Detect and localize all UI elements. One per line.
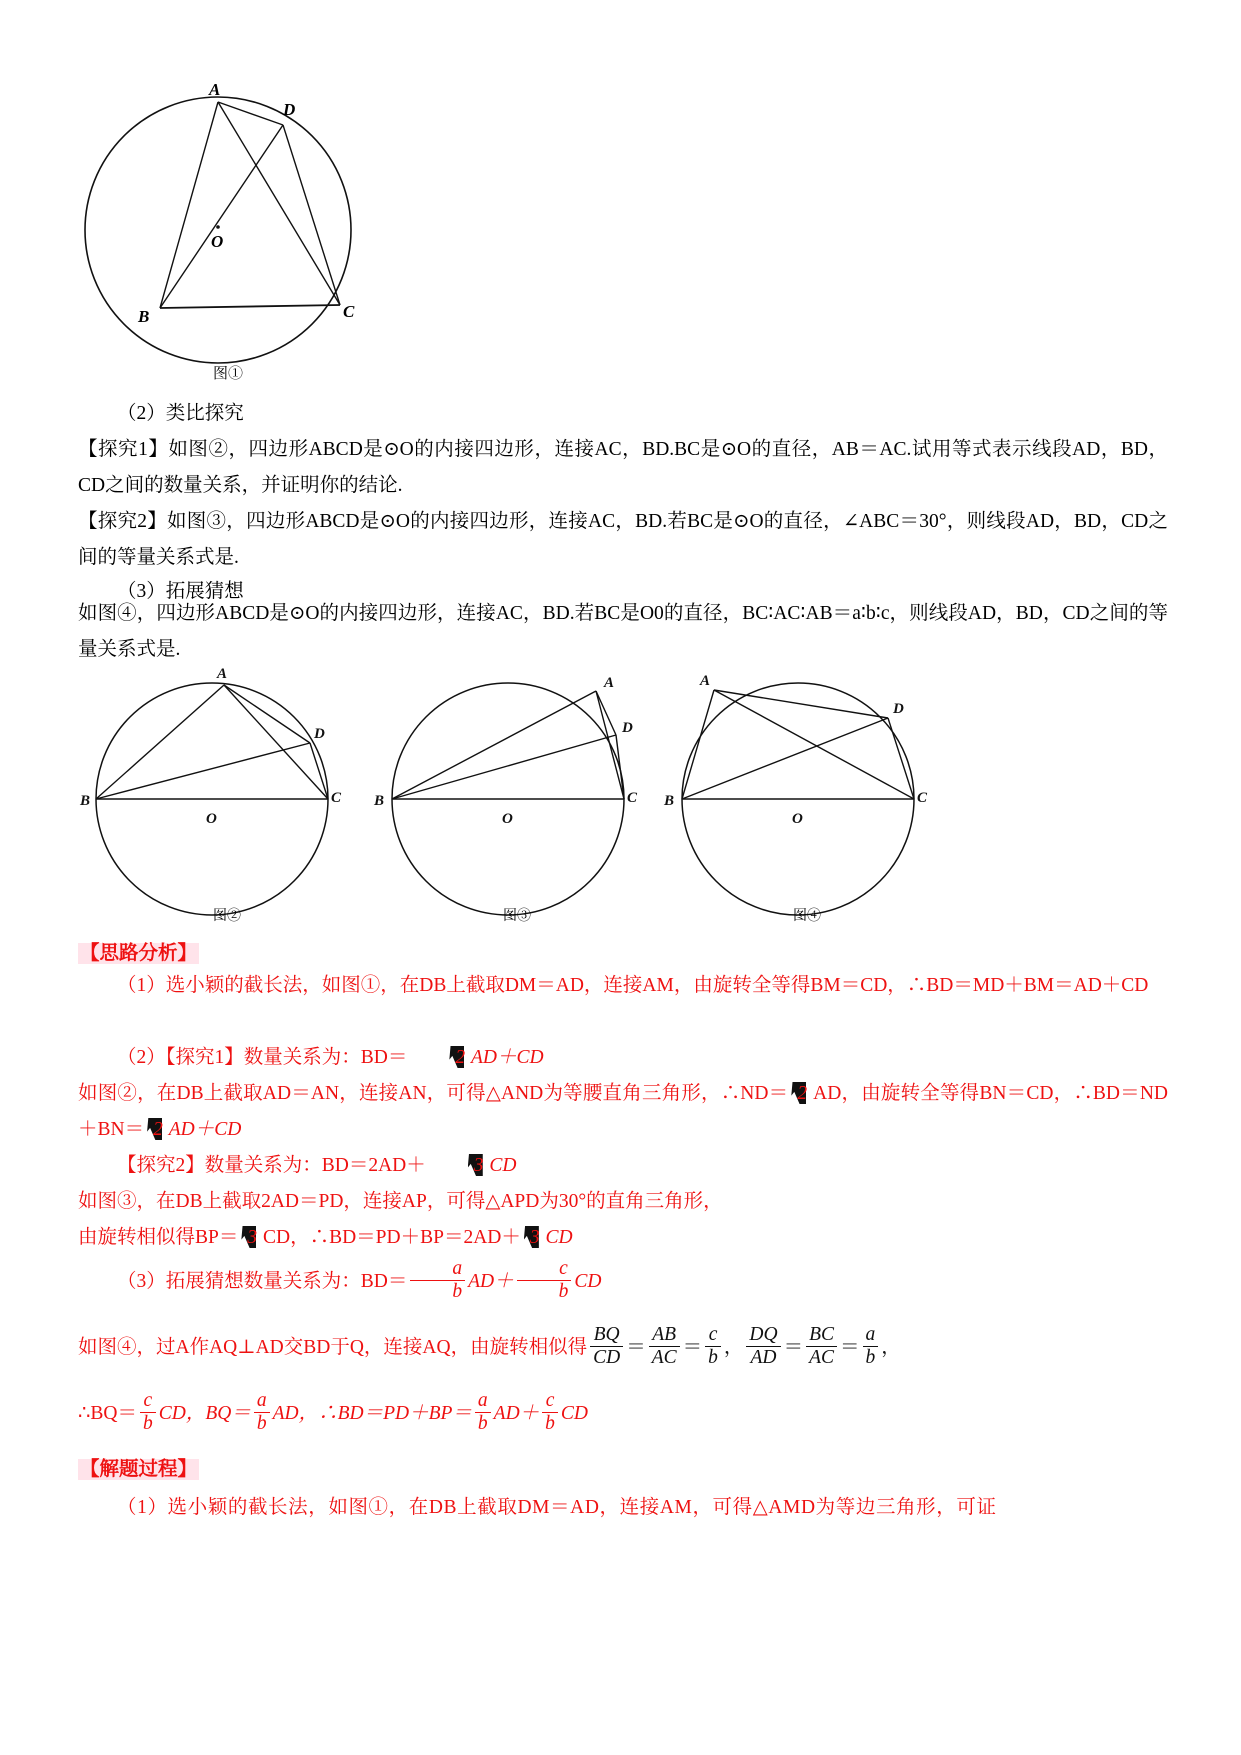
figure-4-caption: 图④ [793, 907, 821, 923]
frac-den: b [705, 1346, 721, 1369]
fraction-a-over-b-4 [475, 1390, 491, 1435]
fraction-c-over-b [517, 1258, 572, 1303]
figure-1-label-D: D [283, 100, 296, 119]
figure-2-label-B: B [80, 793, 91, 809]
analysis-p9-a: ∴BQ＝ [78, 1403, 137, 1424]
frac-num: a [452, 1258, 463, 1280]
fraction-c-over-b-2 [705, 1324, 721, 1369]
frac-den: b [254, 1412, 270, 1435]
figure-3-label-D: D [622, 720, 633, 736]
sqrt-icon [522, 1220, 540, 1256]
analysis-p2-radicand: 2 [455, 1047, 466, 1068]
frac-num: BC [809, 1324, 835, 1346]
fraction-a-over-b-2 [863, 1324, 879, 1369]
frac-num: c [559, 1258, 568, 1280]
sqrt-icon [145, 1112, 163, 1148]
frac-num: c [545, 1390, 555, 1412]
frac-num: c [143, 1390, 153, 1412]
analysis-p2-prefix: （2）【探究1】数量关系为：BD＝ [117, 1047, 408, 1068]
explore1-paragraph [78, 432, 1168, 504]
analysis-heading-wrap [78, 936, 1168, 972]
figure-1-label-O: O [211, 232, 224, 251]
figure-1-svg [78, 80, 378, 385]
figures-caption-row [78, 905, 1168, 929]
sqrt-icon [239, 1220, 257, 1256]
analysis-p3-radicand-1: 2 [797, 1083, 808, 1104]
frac-den: b [863, 1346, 879, 1369]
figure-4-svg [638, 668, 938, 930]
analysis-p6-radicand-2: 3 [529, 1227, 540, 1248]
analysis-p1: （1）选小颖的截长法，如图①，在DB上截取DM＝AD，连接AM，由旋转全等得BM＝CD，∴BD＝MD＋BM＝AD＋CD [117, 975, 1149, 996]
figure-4-label-O: O [792, 811, 803, 827]
figures-row [78, 668, 1168, 938]
fraction-c-over-b-4 [542, 1390, 558, 1435]
figure-1-label-B: B [138, 307, 150, 326]
frac-den: CD [590, 1346, 623, 1369]
analysis-p9-e: CD [560, 1403, 588, 1424]
analysis-p6-c: CD [545, 1227, 573, 1248]
figure-2-svg [78, 668, 358, 930]
figure-2-caption: 图② [213, 907, 241, 923]
analysis-p2 [78, 1040, 1168, 1076]
figure-1-caption: 图① [212, 365, 243, 382]
analysis-p3-a: 如图②，在DB上截取AD＝AN，连接AN，可得△AND为等腰直角三角形，∴ND＝ [78, 1083, 789, 1104]
figure-2-label-O: O [206, 811, 217, 827]
figure-3-label-A: A [604, 675, 615, 691]
explore1-text: 【探究1】如图②，四边形ABCD是⊙O的内接四边形，连接AC，BD.BC是⊙O的直径，AB＝AC.试用等式表示线段AD，BD，CD之间的数量关系，并证明你的结论. [78, 439, 1168, 496]
explore2-paragraph [78, 504, 1168, 576]
frac-den: b [542, 1412, 558, 1435]
explore2-text: 【探究2】如图③，四边形ABCD是⊙O的内接四边形，连接AC，BD.若BC是⊙O的直径，∠ABC＝30°，则线段AD，BD，CD之间的等量关系式是. [78, 511, 1168, 568]
frac-num: a [865, 1324, 876, 1346]
analysis-p6-a: 由旋转相似得BP＝ [78, 1227, 239, 1248]
frac-num: a [477, 1390, 488, 1412]
fraction-a-over-b [410, 1258, 465, 1303]
frac-num: AB [652, 1324, 677, 1346]
analysis-heading: 【思路分析】 [80, 943, 198, 964]
fraction-a-over-b-3 [254, 1390, 270, 1435]
figure-4-label-D: D [893, 701, 904, 717]
sqrt-icon [789, 1076, 807, 1112]
part3-body: 如图④，四边形ABCD是⊙O的内接四边形，连接AC，BD.若BC是O0的直径，BC∶AC∶AB＝a∶b∶c，则线段AD，BD，CD之间的等量关系式是. [78, 603, 1168, 660]
figure-3-label-C: C [627, 790, 638, 806]
figure-1-label-C: C [343, 302, 355, 321]
figure-2-label-D: D [314, 726, 325, 742]
fraction-ab-over-ac [649, 1324, 680, 1369]
analysis-p7-suffix: CD [574, 1271, 602, 1292]
solution-heading: 【解题过程】 [80, 1459, 198, 1480]
analysis-p8-a: 如图④，过A作AQ⊥AD交BD于Q，连接AQ，由旋转相似得 [78, 1337, 588, 1358]
figure-2-label-C: C [331, 790, 342, 806]
figure-1-circle-diagram [78, 80, 378, 385]
analysis-p4 [78, 1148, 1168, 1184]
analysis-p6 [78, 1220, 1168, 1256]
analysis-p4-suffix: CD [489, 1155, 517, 1176]
figure-4-label-C: C [917, 790, 928, 806]
analysis-p4-prefix: 【探究2】数量关系为：BD＝2AD＋ [117, 1155, 426, 1176]
figure-3-label-O: O [502, 811, 513, 827]
figure-4-label-A: A [700, 673, 711, 689]
part3-title: （3）拓展猜想 [117, 581, 244, 602]
fraction-bq-over-cd [590, 1324, 623, 1369]
fraction-dq-over-ad [746, 1324, 780, 1369]
analysis-p9-d: AD＋ [493, 1403, 540, 1424]
fraction-c-over-b-3 [140, 1390, 156, 1435]
analysis-p7 [78, 1258, 1168, 1306]
analysis-p4-radicand: 3 [473, 1155, 484, 1176]
frac-den: AC [649, 1346, 680, 1369]
frac-num: c [708, 1324, 718, 1346]
figure-3-caption: 图③ [503, 907, 531, 923]
analysis-p6-b: CD，∴BD＝PD＋BP＝2AD＋ [262, 1227, 521, 1248]
analysis-p9-c: AD，∴BD＝PD＋BP＝ [272, 1403, 472, 1424]
sqrt-icon [427, 1148, 484, 1184]
analysis-p7-prefix: （3）拓展猜想数量关系为：BD＝ [117, 1271, 408, 1292]
analysis-p2-suffix: AD＋CD [470, 1047, 544, 1068]
frac-num: DQ [749, 1324, 778, 1346]
frac-den: AD [746, 1346, 780, 1369]
figure-3-svg [358, 668, 648, 930]
figure-2-label-A: A [217, 668, 228, 682]
frac-den: b [410, 1280, 465, 1303]
sqrt-icon [408, 1040, 465, 1076]
frac-den: b [140, 1412, 156, 1435]
fraction-bc-over-ac [806, 1324, 837, 1369]
frac-num: a [256, 1390, 267, 1412]
analysis-p8: 如图④，过A作AQ⊥AD交BD于Q，连接AQ，由旋转相似得 $\frac{BQ}{CD}$ ＝ $\frac{AB}{AC}$ ＝ $\frac{c}{b}$ ， $\frac{DQ}{AD}$ ＝ $\frac{BC}{AC}$ ＝ $\frac{a}{b}$ ， [78, 1324, 901, 1369]
frac-den: b [517, 1280, 572, 1303]
figure-4-label-B: B [664, 793, 675, 809]
frac-den: AC [806, 1346, 837, 1369]
frac-den: b [475, 1412, 491, 1435]
analysis-p6-radicand-1: 3 [247, 1227, 258, 1248]
analysis-p9-b: CD，BQ＝ [158, 1403, 251, 1424]
analysis-p3 [78, 1076, 1168, 1148]
analysis-p3-c: AD＋CD [168, 1119, 242, 1140]
analysis-p3-b: AD，由旋转全等得BN＝CD，∴BD＝ND＋BN＝ [78, 1083, 1168, 1140]
analysis-p3-radicand-2: 2 [153, 1119, 163, 1140]
frac-num: BQ [593, 1324, 620, 1346]
analysis-p5: 如图③，在DB上截取2AD＝PD，连接AP，可得△APD为30°的直角三角形， [78, 1191, 723, 1212]
part2-title: （2）类比探究 [117, 403, 244, 424]
analysis-p9 [78, 1390, 1168, 1438]
figure-3-label-B: B [374, 793, 385, 809]
solution-p1: （1）选小颖的截长法，如图①，在DB上截取DM＝AD，连接AM，可得△AMD为等边三角形，可证 [117, 1497, 997, 1518]
solution-heading-wrap [78, 1452, 1168, 1488]
analysis-p7-mid: AD＋ [468, 1271, 514, 1292]
figure-1-label-A: A [209, 80, 221, 99]
